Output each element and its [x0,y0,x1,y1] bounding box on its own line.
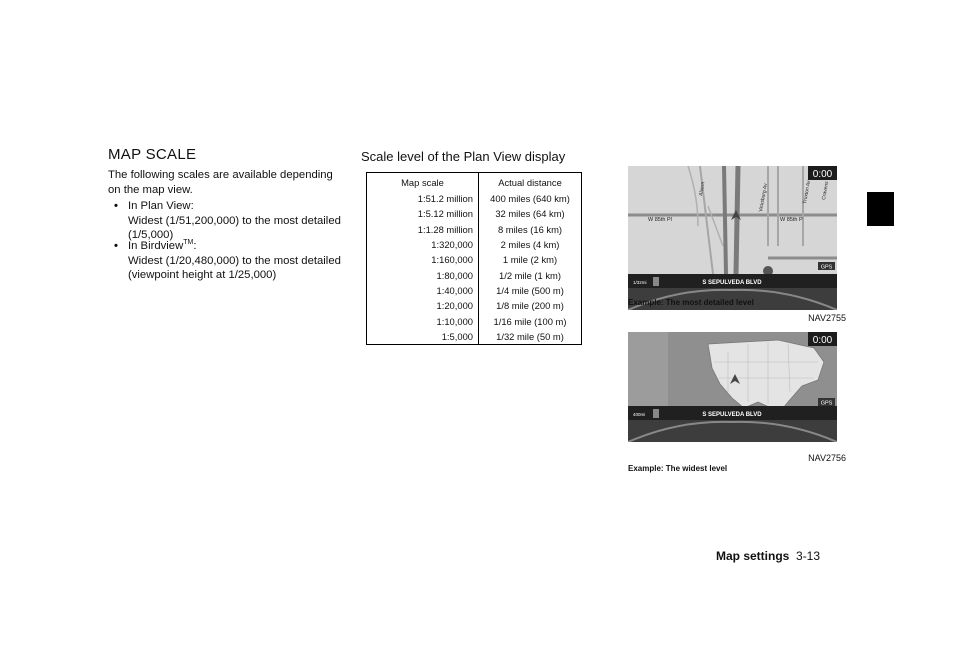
clock-display: 0:00 [812,169,833,180]
table-row [367,298,582,313]
road-label: W 85th P [780,217,803,223]
table-row [367,237,582,252]
table-row [367,283,582,298]
scale-indicator: 400mi [633,412,646,417]
page-number: 3-13 [796,549,821,563]
table-cell: 1:320,000 [431,239,473,251]
bullet-detail: Widest (1/20,480,000) to the most detailed (viewpoint height at 1/25,000) [128,254,341,281]
table-cell: 1:1.28 million [417,223,473,235]
road-label: Alvern [698,181,707,197]
table-cell: 1:40,000 [436,284,473,296]
table-cell: 1/32 mile (50 m) [479,329,582,345]
column-header: Map scale [401,176,444,188]
gps-indicator: GPS [820,264,833,271]
street-name: S SEPULVEDA BLVD [702,280,762,286]
table-cell: 1:5,000 [441,330,473,342]
table-header-row [367,173,582,192]
scale-indicator: 1/32mi [633,280,647,285]
table-row [367,313,582,328]
table-cell: 1/16 mile (100 m) [479,313,582,328]
bullet-title: In Plan View: [128,200,194,212]
table-cell: 1:20,000 [436,300,473,312]
table-cell: 2 miles (4 km) [479,237,582,252]
figure-code: NAV2755 [808,313,846,323]
table-cell: 1/2 mile (1 km) [479,267,582,282]
table-row [367,191,582,206]
table-cell: 1:10,000 [436,315,473,327]
table-cell: 1:80,000 [436,269,473,281]
column-header: Actual distance [479,173,582,192]
clock-display: 0:00 [812,335,833,346]
table-row [367,222,582,237]
gps-indicator: GPS [820,400,833,407]
table-row [367,252,582,267]
chapter-tab-marker [867,192,894,226]
trademark-sup: TM [183,239,194,247]
road-label: Vicksburg Av [758,183,769,213]
bullet-detail: Widest (1/51,200,000) to the most detailed (1/5,000) [128,214,341,241]
table-cell: 1 mile (2 km) [479,252,582,267]
figure-code: NAV2756 [808,453,846,463]
table-row [367,206,582,221]
table-heading: Scale level of the Plan View display [361,149,566,164]
bullet-title: In Birdview™: [128,239,197,252]
table-cell: 1:51.2 million [417,193,473,205]
intro-paragraph: The following scales are available depending on the map view. [108,169,333,196]
street-name: S SEPULVEDA BLVD [702,412,762,418]
footer-section-title: Map settings [716,549,790,563]
table-cell: 1/8 mile (200 m) [479,298,582,313]
nav-screen-detailed [628,166,837,274]
bullet-marker: • [114,240,118,252]
figure-caption: Example: The most detailed level [628,298,754,307]
table-cell: 1:160,000 [431,254,473,266]
bullet-marker: • [114,200,118,212]
table-row [367,267,582,282]
page-footer [716,549,820,563]
table-cell: 1/4 mile (500 m) [479,283,582,298]
table-row [367,329,582,345]
scale-table [366,172,582,345]
road-label: Cravens [821,180,831,201]
table-cell: 32 miles (64 km) [479,206,582,221]
table-cell: 8 miles (16 km) [479,222,582,237]
section-heading: MAP SCALE [108,146,197,163]
road-label: Truxton Av [802,180,813,205]
street-bar-widest [628,406,837,442]
table-cell: 400 miles (640 km) [479,191,582,206]
road-label: W 85th Pl [648,217,672,223]
figure-caption: Example: The widest level [628,464,728,473]
table-cell: 1:5.12 million [417,208,473,220]
